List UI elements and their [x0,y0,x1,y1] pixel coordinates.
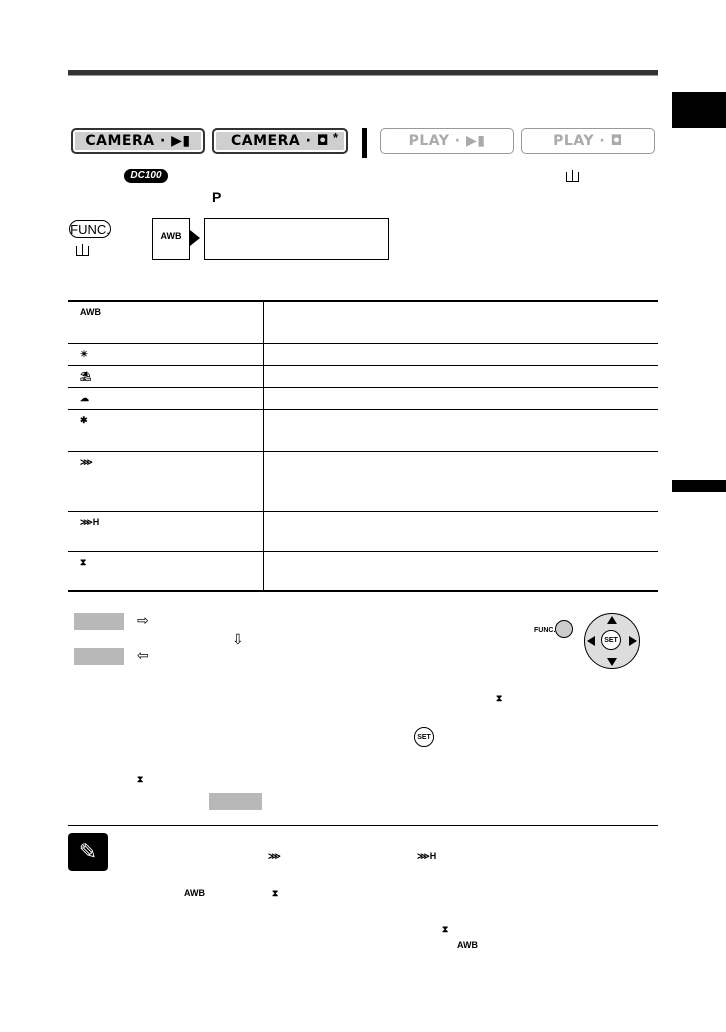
arrow-right-icon: ⇨ [137,612,149,628]
table-row [68,409,658,451]
awb-setting-box [152,218,190,260]
awb-icon: AWB [80,307,101,317]
custom-wb-icon: ⧗ [137,774,144,784]
table-row [68,551,658,591]
table-row [68,365,658,387]
table-row [68,301,658,343]
white-balance-table [68,300,658,592]
book-icon [76,246,89,256]
header-rule [68,70,658,76]
book-icon [566,172,579,182]
table-row [68,451,658,511]
mode-play-photo: PLAY · ◘ [521,128,655,154]
func-button-icon [555,620,573,638]
custom-wb-icon: ⧗ [80,556,87,567]
set-button-icon: SET [601,630,621,650]
mode-asterisk: * [333,130,339,145]
func-badge: FUNC. [70,222,110,237]
set-button-icon: SET [414,727,434,747]
arrow-down-icon: ⇩ [232,631,244,647]
mode-camera-photo: CAMERA · ◘ [212,128,348,154]
section-tab [672,480,726,492]
program-mode-letter: P [212,189,222,205]
func-button-label: FUNC. [534,627,556,634]
custom-wb-icon: ⧗ [496,693,503,703]
awb-icon: AWB [160,231,182,241]
tungsten-icon: ✱ [80,414,88,425]
awb-icon: AWB [457,940,478,950]
model-badge: DC100 [124,169,168,183]
daylight-icon: ☀ [80,348,89,359]
cloudy-icon: ☁ [80,392,89,403]
joystick-icon [584,613,640,669]
table-row [68,343,658,365]
mode-play-movie: PLAY · ▶▮ [380,128,514,154]
arrow-right-icon [190,230,200,246]
fluorescent-icon: ⋙ [268,851,281,861]
arrow-left-icon: ⇦ [137,647,149,663]
fluorescent-h-icon: ⋙H [417,851,437,861]
gray-key-2 [74,648,124,665]
mode-camera-movie: CAMERA · ▶▮ [71,128,205,154]
setting-name-box [204,218,389,260]
mode-separator [362,128,367,158]
shade-icon: ⛱ [80,370,92,381]
gray-key-1 [74,613,124,630]
table-row [68,387,658,409]
chapter-tab [672,92,726,128]
fluorescent-h-icon: ⋙H [80,516,100,527]
notes-rule [68,825,658,826]
fluorescent-icon: ⋙ [80,456,93,467]
custom-wb-icon: ⧗ [442,924,449,934]
note-icon: ✎ [68,833,108,871]
custom-wb-icon: ⧗ [272,888,279,898]
table-row [68,511,658,551]
gray-key-3 [209,793,262,810]
awb-icon: AWB [184,888,205,898]
